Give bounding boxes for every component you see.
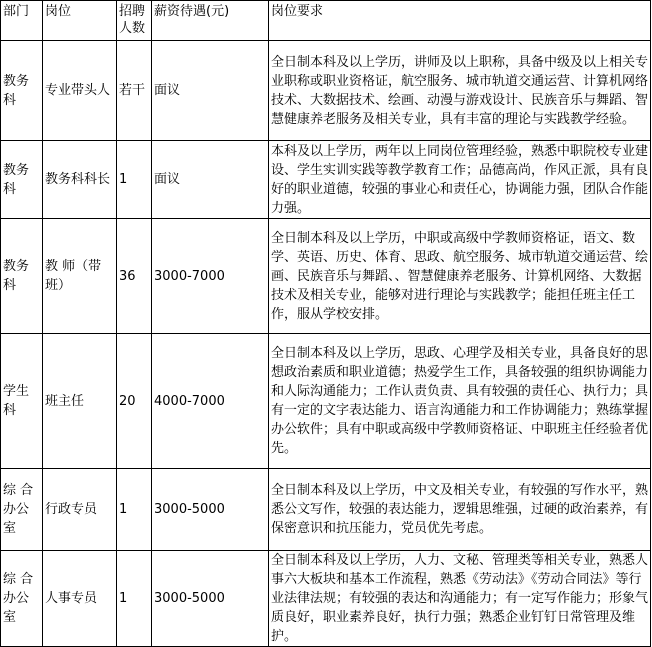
cell-salary: 3000-7000: [152, 219, 269, 334]
cell-dept: 综 合办公室: [1, 469, 43, 551]
header-row: [1, 1, 651, 41]
table-row: [1, 551, 651, 647]
cell-position: 教务科科长: [43, 141, 117, 219]
cell-salary: 面议: [152, 41, 269, 141]
cell-salary: 4000-7000: [152, 334, 269, 469]
cell-count: 20: [117, 334, 152, 469]
header-position: 岗位: [43, 1, 117, 41]
header-dept: 部门: [1, 1, 43, 41]
cell-requirement: 全日制本科及以上学历，人力、文秘、管理类等相关专业，熟悉人事六大板块和基本工作流程，熟悉《劳动法》《劳动合同法》等行业法律法规；有较强的表达和沟通能力；有一定写作能力；形象气质良好，职业素养良好，执行力强；熟悉企业钉钉日常管理及维护。: [269, 551, 651, 647]
table-row: [1, 141, 651, 219]
cell-requirement: 全日制本科及以上学历，中文及相关专业，有较强的写作水平，熟悉公文写作，较强的表达能力，逻辑思维强，过硬的政治素养，有保密意识和抗压能力，党员优先考虑。: [269, 469, 651, 551]
header-salary: 薪资待遇(元): [152, 1, 269, 41]
cell-position: 人事专员: [43, 551, 117, 647]
cell-salary: 3000-5000: [152, 551, 269, 647]
cell-requirement: 全日制本科及以上学历，思政、心理学及相关专业，具备良好的思想政治素质和职业道德；热爱学生工作，具备较强的组织协调能力和人际沟通能力；工作认责负责、具有较强的责任心、执行力；具有一定的文字表达能力、语言沟通能力和工作协调能力；熟练掌握办公软件；具有中职或高级中学教师资格证、中职班主任经验者优先。: [269, 334, 651, 469]
header-count: 招聘人数: [117, 1, 152, 41]
cell-requirement: 全日制本科及以上学历，中职或高级中学教师资格证，语文、数学、英语、历史、体育、思政、航空服务、城市轨道交通运营、绘画、民族音乐与舞蹈、、智慧健康养老服务、计算机网络、大数据技术及相关专业，能够对进行理论与实践教学；能担任班主任工作，服从学校安排。: [269, 219, 651, 334]
cell-salary: 面议: [152, 141, 269, 219]
cell-requirement: 全日制本科及以上学历，讲师及以上职称，具备中级及以上相关专业职称或职业资格证，航空服务、城市轨道交通运营、计算机网络技术、大数据技术、绘画、动漫与游戏设计、民族音乐与舞蹈、智慧健康养老服务及相关专业，具有丰富的理论与实践教学经验。: [269, 41, 651, 141]
table-row: [1, 219, 651, 334]
table-row: [1, 334, 651, 469]
cell-position: 教 师（带班）: [43, 219, 117, 334]
cell-position: 行政专员: [43, 469, 117, 551]
cell-count: 1: [117, 551, 152, 647]
cell-count: 1: [117, 469, 152, 551]
cell-dept: 学生科: [1, 334, 43, 469]
cell-salary: 3000-5000: [152, 469, 269, 551]
cell-requirement: 本科及以上学历，两年以上同岗位管理经验，熟悉中职院校专业建设、学生实训实践等教学教育工作；品德高尚，作风正派，具有良好的职业道德，较强的事业心和责任心，协调能力强，团队合作能力强。: [269, 141, 651, 219]
table-row: [1, 41, 651, 141]
cell-dept: 教务科: [1, 219, 43, 334]
cell-position: 班主任: [43, 334, 117, 469]
header-requirement: 岗位要求: [269, 1, 651, 41]
cell-dept: 教务科: [1, 141, 43, 219]
cell-position: 专业带头人: [43, 41, 117, 141]
cell-dept: 教务科: [1, 41, 43, 141]
cell-count: 1: [117, 141, 152, 219]
table-row: [1, 469, 651, 551]
cell-count: 36: [117, 219, 152, 334]
cell-count: 若干: [117, 41, 152, 141]
cell-dept: 综 合办公室: [1, 551, 43, 647]
